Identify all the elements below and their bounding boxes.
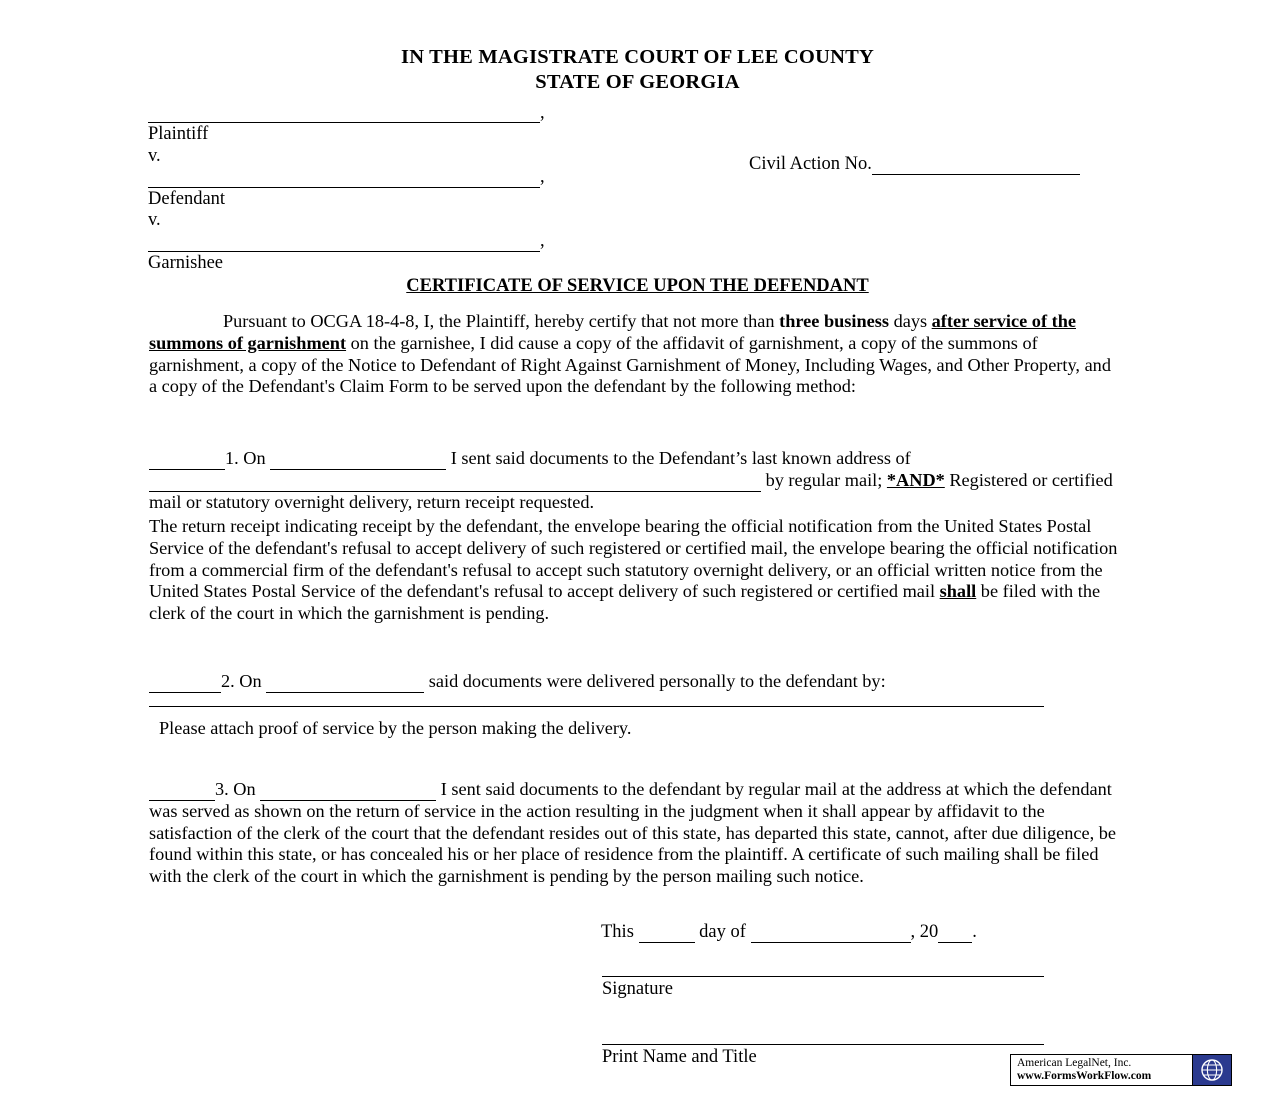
garnishee-name-blank[interactable] <box>148 236 540 252</box>
heading-line-1: IN THE MAGISTRATE COURT OF LEE COUNTY <box>401 46 874 68</box>
method-3-date-blank[interactable] <box>260 787 436 801</box>
versus-label-2: v. <box>148 210 161 231</box>
vendor-stamp-text <box>1011 1057 1192 1083</box>
method-3-paragraph <box>149 779 1121 888</box>
plaintiff-comma: , <box>540 103 545 123</box>
day-of-label: day of <box>699 922 746 942</box>
date-line <box>601 922 977 943</box>
method-1-number: 1. On <box>225 448 266 468</box>
heading-line-2: STATE OF GEORGIA <box>535 71 740 93</box>
vendor-company: American LegalNet, Inc. <box>1017 1057 1132 1070</box>
month-blank[interactable] <box>751 929 911 943</box>
intro-paragraph <box>149 311 1121 398</box>
method-1-paragraph <box>149 448 1121 513</box>
method-1-line2-part1: by regular mail; <box>761 469 887 490</box>
defendant-label: Defendant <box>148 188 226 209</box>
versus-label-1: v. <box>148 146 161 167</box>
globe-icon <box>1192 1055 1231 1085</box>
method-2-date-blank[interactable] <box>266 679 424 693</box>
garnishee-label: Garnishee <box>148 252 223 273</box>
garnishee-comma: , <box>540 231 545 252</box>
print-name-line[interactable] <box>602 1030 1044 1045</box>
date-period: . <box>972 922 977 942</box>
plaintiff-name-row <box>148 104 1128 123</box>
intro-part-1: Pursuant to OCGA 18-4-8, I, the Plaintiff, hereby certify that not more than <box>223 311 780 331</box>
method-1-and-emphasis: *AND* <box>886 469 945 490</box>
method-2-check-blank[interactable] <box>149 679 221 693</box>
intro-bold-three-business: three business <box>779 311 889 331</box>
method-1-date-blank[interactable] <box>270 456 446 470</box>
signature-label: Signature <box>602 979 673 999</box>
method-1-address-blank[interactable] <box>149 478 761 492</box>
defendant-name-blank[interactable] <box>148 172 540 188</box>
garnishee-name-row <box>148 232 1128 251</box>
year-prefix: , 20 <box>910 922 939 942</box>
case-caption <box>148 104 1128 274</box>
intro-part-2: days <box>889 311 932 331</box>
method-2-text: said documents were delivered personally to the defendant by: <box>424 671 886 691</box>
method-1-check-blank[interactable] <box>149 456 225 470</box>
return-receipt-part-1: The return receipt indicating receipt by the defendant, the envelope bearing the official notification from the United States Postal Service of the defendant's refusal to accept delivery of such registered or certified mail, the envelope bearing the official notification from a commercial firm of the defendant's refusal to accept such statutory overnight delivery, or an official written notice from the United States Postal Service of the defendant's refusal to accept delivery of such registered or certified mail <box>149 516 1118 602</box>
defendant-comma: , <box>540 167 545 188</box>
method-2-number: 2. On <box>221 671 262 691</box>
signature-line[interactable] <box>602 962 1044 977</box>
civil-action-number-blank[interactable] <box>872 160 1080 175</box>
civil-action-label: Civil Action No. <box>749 154 872 174</box>
method-3-check-blank[interactable] <box>149 787 215 801</box>
day-blank[interactable] <box>639 929 695 943</box>
plaintiff-name-blank[interactable] <box>148 107 540 123</box>
intro-part-3: on the garnishee, I did cause a copy of the affidavit of garnishment, a copy of the summons of garnishment, a copy of the Notice to Defendant of Right Against Garnishment of Money, Including Wages, and Other Property, and a copy of the Defendant's Claim Form to be served upon the defendant by the following method: <box>149 332 1111 397</box>
this-label: This <box>601 922 634 942</box>
method-2-note: Please attach proof of service by the person making the delivery. <box>159 717 632 738</box>
court-heading <box>0 46 1275 94</box>
method-3-text: I sent said documents to the defendant by regular mail at the address at which the defendant was served as shown on the return of service in the action resulting in the judgment when it shall appear by affidavit to the satisfaction of the clerk of the court that the defendant resides out of this state, has departed this state, cannot, after due diligence, be found within this state, or has concealed his or her place of residence from the plaintiff. A certificate of such mailing shall be filed with the clerk of the court in which the garnishment is pending by the person mailing such notice. <box>149 779 1117 887</box>
return-receipt-part-2: be filed with the clerk of the court in which the garnishment is pending. <box>149 581 1101 624</box>
print-name-label: Print Name and Title <box>602 1047 757 1068</box>
return-receipt-shall: shall <box>939 581 977 602</box>
method-1-text: I sent said documents to the Defendant’s last known address of <box>446 448 911 468</box>
signature-block <box>602 962 1044 1068</box>
signature-spacer <box>602 1000 1044 1030</box>
year-blank[interactable] <box>938 929 972 943</box>
civil-action-row <box>749 154 1080 175</box>
vendor-stamp <box>1010 1054 1232 1086</box>
return-receipt-paragraph <box>149 516 1121 625</box>
method-1-line2-part2: Registered or certified mail or statutory overnight delivery, return receipt requested. <box>149 469 1113 512</box>
plaintiff-label: Plaintiff <box>148 124 209 145</box>
vendor-website[interactable]: www.FormsWorkFlow.com <box>1017 1070 1152 1082</box>
intro-bold-after-service: after service of the summons of garnishment <box>149 311 1076 353</box>
page-title: CERTIFICATE OF SERVICE UPON THE DEFENDANT <box>406 276 869 296</box>
method-3-number: 3. On <box>215 779 256 799</box>
method-2-paragraph <box>149 671 1121 740</box>
method-2-server-blank[interactable] <box>149 696 1044 707</box>
